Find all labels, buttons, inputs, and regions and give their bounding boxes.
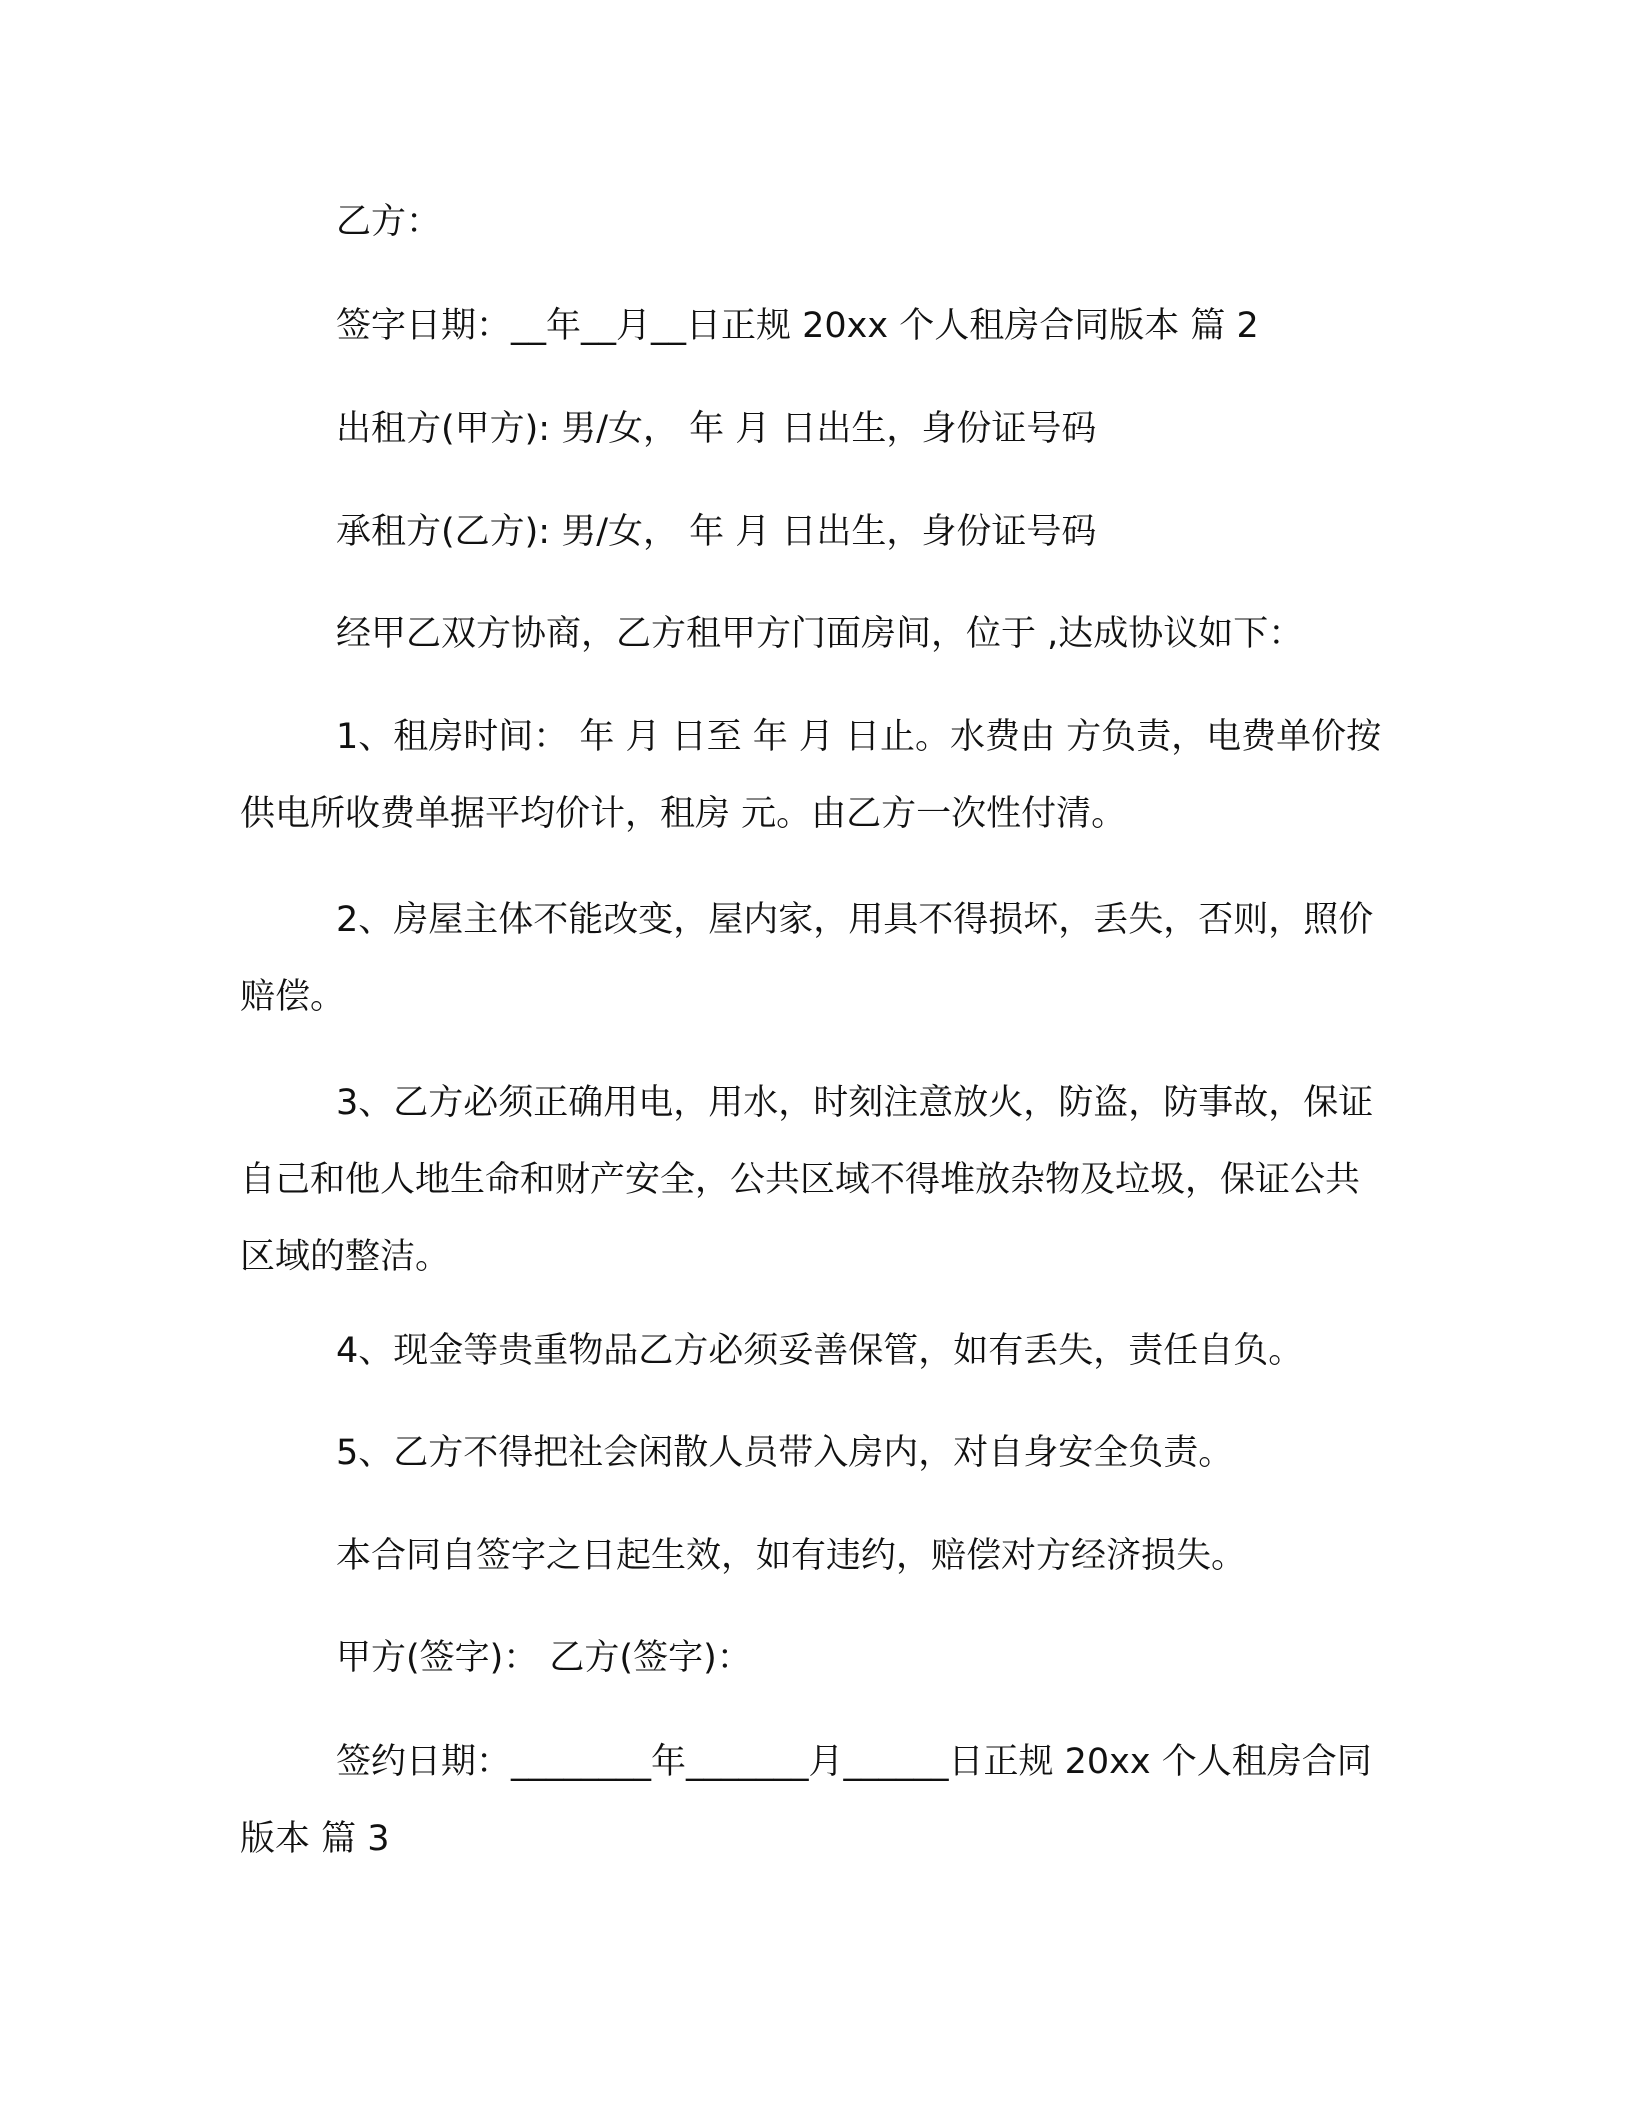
- lessor-line: 出租方(甲方): 男/女， 年 月 日出生，身份证号码: [336, 409, 1097, 449]
- clause-2: 2、房屋主体不能改变，屋内家，用具不得损坏，丢失，否则，照价赔偿。: [240, 900, 1374, 1017]
- clause-1: 1、租房时间： 年 月 日至 年 月 日止。水费由 方负责，电费单价按供电所收费单据平均价计，租房 元。由乙方一次性付清。: [240, 717, 1382, 834]
- effect-clause: 本合同自签字之日起生效，如有违约，赔偿对方经济损失。: [336, 1536, 1247, 1576]
- party-b-label: 乙方：: [336, 202, 442, 242]
- clause-3: 3、乙方必须正确用电，用水，时刻注意放火，防盗，防事故，保证自己和他人地生命和财产安全，公共区域不得堆放杂物及垃圾，保证公共区域的整洁。: [240, 1083, 1374, 1277]
- contract-date-line: 签约日期：________年_______月______日正规 20xx 个人租房合同版本 篇 3: [240, 1742, 1372, 1859]
- signing-date-line: 签字日期：__年__月__日正规 20xx 个人租房合同版本 篇 2: [336, 306, 1259, 346]
- lessee-line: 承租方(乙方): 男/女， 年 月 日出生，身份证号码: [336, 512, 1097, 552]
- clause-4: 4、现金等贵重物品乙方必须妥善保管，如有丢失，责任自负。: [336, 1331, 1304, 1371]
- agreement-intro: 经甲乙双方协商，乙方租甲方门面房间，位于 ,达成协议如下：: [336, 614, 1304, 654]
- signature-line: 甲方(签字)： 乙方(签字)：: [336, 1638, 752, 1678]
- clause-5: 5、乙方不得把社会闲散人员带入房内，对自身安全负责。: [336, 1433, 1234, 1473]
